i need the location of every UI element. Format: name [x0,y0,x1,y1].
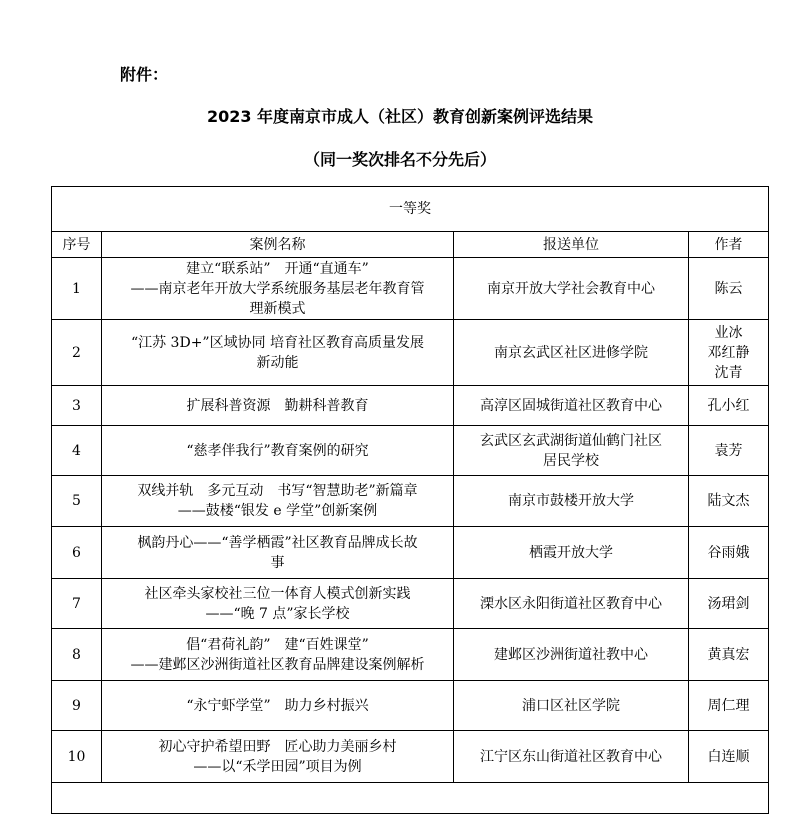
case-name-line: “江苏 3D+”区域协同 培育社区教育高质量发展 [130,334,425,351]
case-name-line: 事 [270,554,285,571]
table-row [52,386,769,426]
table-row [52,579,769,629]
prize-row [52,187,769,232]
case-name [102,258,454,320]
results-table [51,186,769,814]
case-name [102,386,454,426]
author [689,386,769,426]
table-row [52,258,769,320]
case-name [102,527,454,579]
submitting-unit-line: 溧水区永阳街道社区教育中心 [480,595,662,612]
author [689,527,769,579]
prize-label: 一等奖 [52,187,769,232]
row-number: 9 [52,681,102,731]
author-line: 谷雨娥 [707,544,750,561]
table-row [52,476,769,527]
row-number: 6 [52,527,102,579]
submitting-unit [454,731,689,783]
author-line: 周仁理 [707,697,750,714]
attachment-label: 附件： [120,65,169,84]
case-name-line: ——鼓楼“银发 e 学堂”创新案例 [177,503,378,519]
column-header-author: 作者 [689,232,769,258]
author [689,629,769,681]
column-header-name: 案例名称 [102,232,454,258]
author-line: 陈云 [714,280,743,297]
document-subtitle: （同一奖次排名不分先后） [303,150,496,169]
row-number: 1 [52,258,102,320]
case-name-line: 扩展科普资源 勤耕科普教育 [186,397,369,414]
submitting-unit-line: 南京开放大学社会教育中心 [487,280,655,297]
submitting-unit-line: 居民学校 [543,452,599,469]
submitting-unit [454,426,689,476]
submitting-unit-line: 建邺区沙洲街道社教中心 [494,646,648,663]
submitting-unit [454,579,689,629]
submitting-unit [454,386,689,426]
author-line: 邓红静 [707,344,750,361]
submitting-unit-line: 高淳区固城街道社区教育中心 [480,397,662,414]
document-title: 2023 年度南京市成人（社区）教育创新案例评选结果 [206,107,594,126]
submitting-unit-line: 南京玄武区社区进修学院 [494,344,648,361]
author-line: 白连顺 [707,748,750,765]
submitting-unit [454,476,689,527]
author-line: 陆文杰 [707,493,750,509]
author [689,681,769,731]
case-name [102,476,454,527]
author-line: 沈青 [714,364,743,381]
author-line: 袁芳 [714,442,743,459]
row-number: 8 [52,629,102,681]
case-name [102,320,454,386]
column-header-unit: 报送单位 [454,232,689,258]
column-header-no: 序号 [52,232,102,258]
row-number: 10 [52,731,102,783]
table-row [52,731,769,783]
submitting-unit [454,320,689,386]
author [689,320,769,386]
row-number: 2 [52,320,102,386]
submitting-unit-line: 玄武区玄武湖街道仙鹤门社区 [480,432,662,449]
author [689,426,769,476]
row-number: 3 [52,386,102,426]
submitting-unit-line: 江宁区东山街道社区教育中心 [480,748,662,765]
header-row [52,232,769,258]
case-name-line: ——“晚 7 点”家长学校 [205,605,350,622]
row-number: 5 [52,476,102,527]
case-name-line: 倡“君荷礼韵” 建“百姓课堂” [186,636,369,653]
case-name [102,629,454,681]
case-name-line: ——南京老年开放大学系统服务基层老年教育管 [130,280,425,297]
table-row [52,426,769,476]
submitting-unit [454,258,689,320]
case-name-line: “慈孝伴我行”教育案例的研究 [186,442,369,459]
author-line: 黄真宏 [707,646,750,663]
table-row [52,527,769,579]
author-line: 汤珺剑 [707,595,750,612]
table-row [52,681,769,731]
table-row [52,629,769,681]
author [689,476,769,527]
case-name [102,731,454,783]
case-name-line: 理新模式 [249,300,306,317]
table-row [52,320,769,386]
case-name [102,426,454,476]
author [689,731,769,783]
author [689,258,769,320]
case-name-line: ——以“禾学田园”项目为例 [193,758,362,775]
submitting-unit-line: 南京市鼓楼开放大学 [508,493,634,509]
author-line: 孔小红 [707,397,750,414]
row-number: 4 [52,426,102,476]
case-name [102,579,454,629]
case-name-line: ——建邺区沙洲街道社区教育品牌建设案例解析 [130,656,425,673]
submitting-unit [454,681,689,731]
case-name-line: 双线并轨 多元互动 书写“智慧助老”新篇章 [137,483,418,499]
case-name-line: “永宁虾学堂” 助力乡村振兴 [186,697,369,714]
case-name-line: 枫韵丹心——“善学栖霞”社区教育品牌成长故 [137,534,418,551]
case-name [102,681,454,731]
author-line: 业冰 [714,324,743,341]
case-name-line: 社区牵头家校社三位一体育人模式创新实践 [144,585,411,602]
submitting-unit-line: 浦口区社区学院 [522,697,620,714]
case-name-line: 初心守护希望田野 匠心助力美丽乡村 [158,738,397,755]
row-number: 7 [52,579,102,629]
submitting-unit [454,629,689,681]
author [689,579,769,629]
case-name-line: 建立“联系站” 开通“直通车” [186,260,369,277]
submitting-unit [454,527,689,579]
case-name-line: 新动能 [256,354,299,371]
submitting-unit-line: 栖霞开放大学 [529,544,613,561]
